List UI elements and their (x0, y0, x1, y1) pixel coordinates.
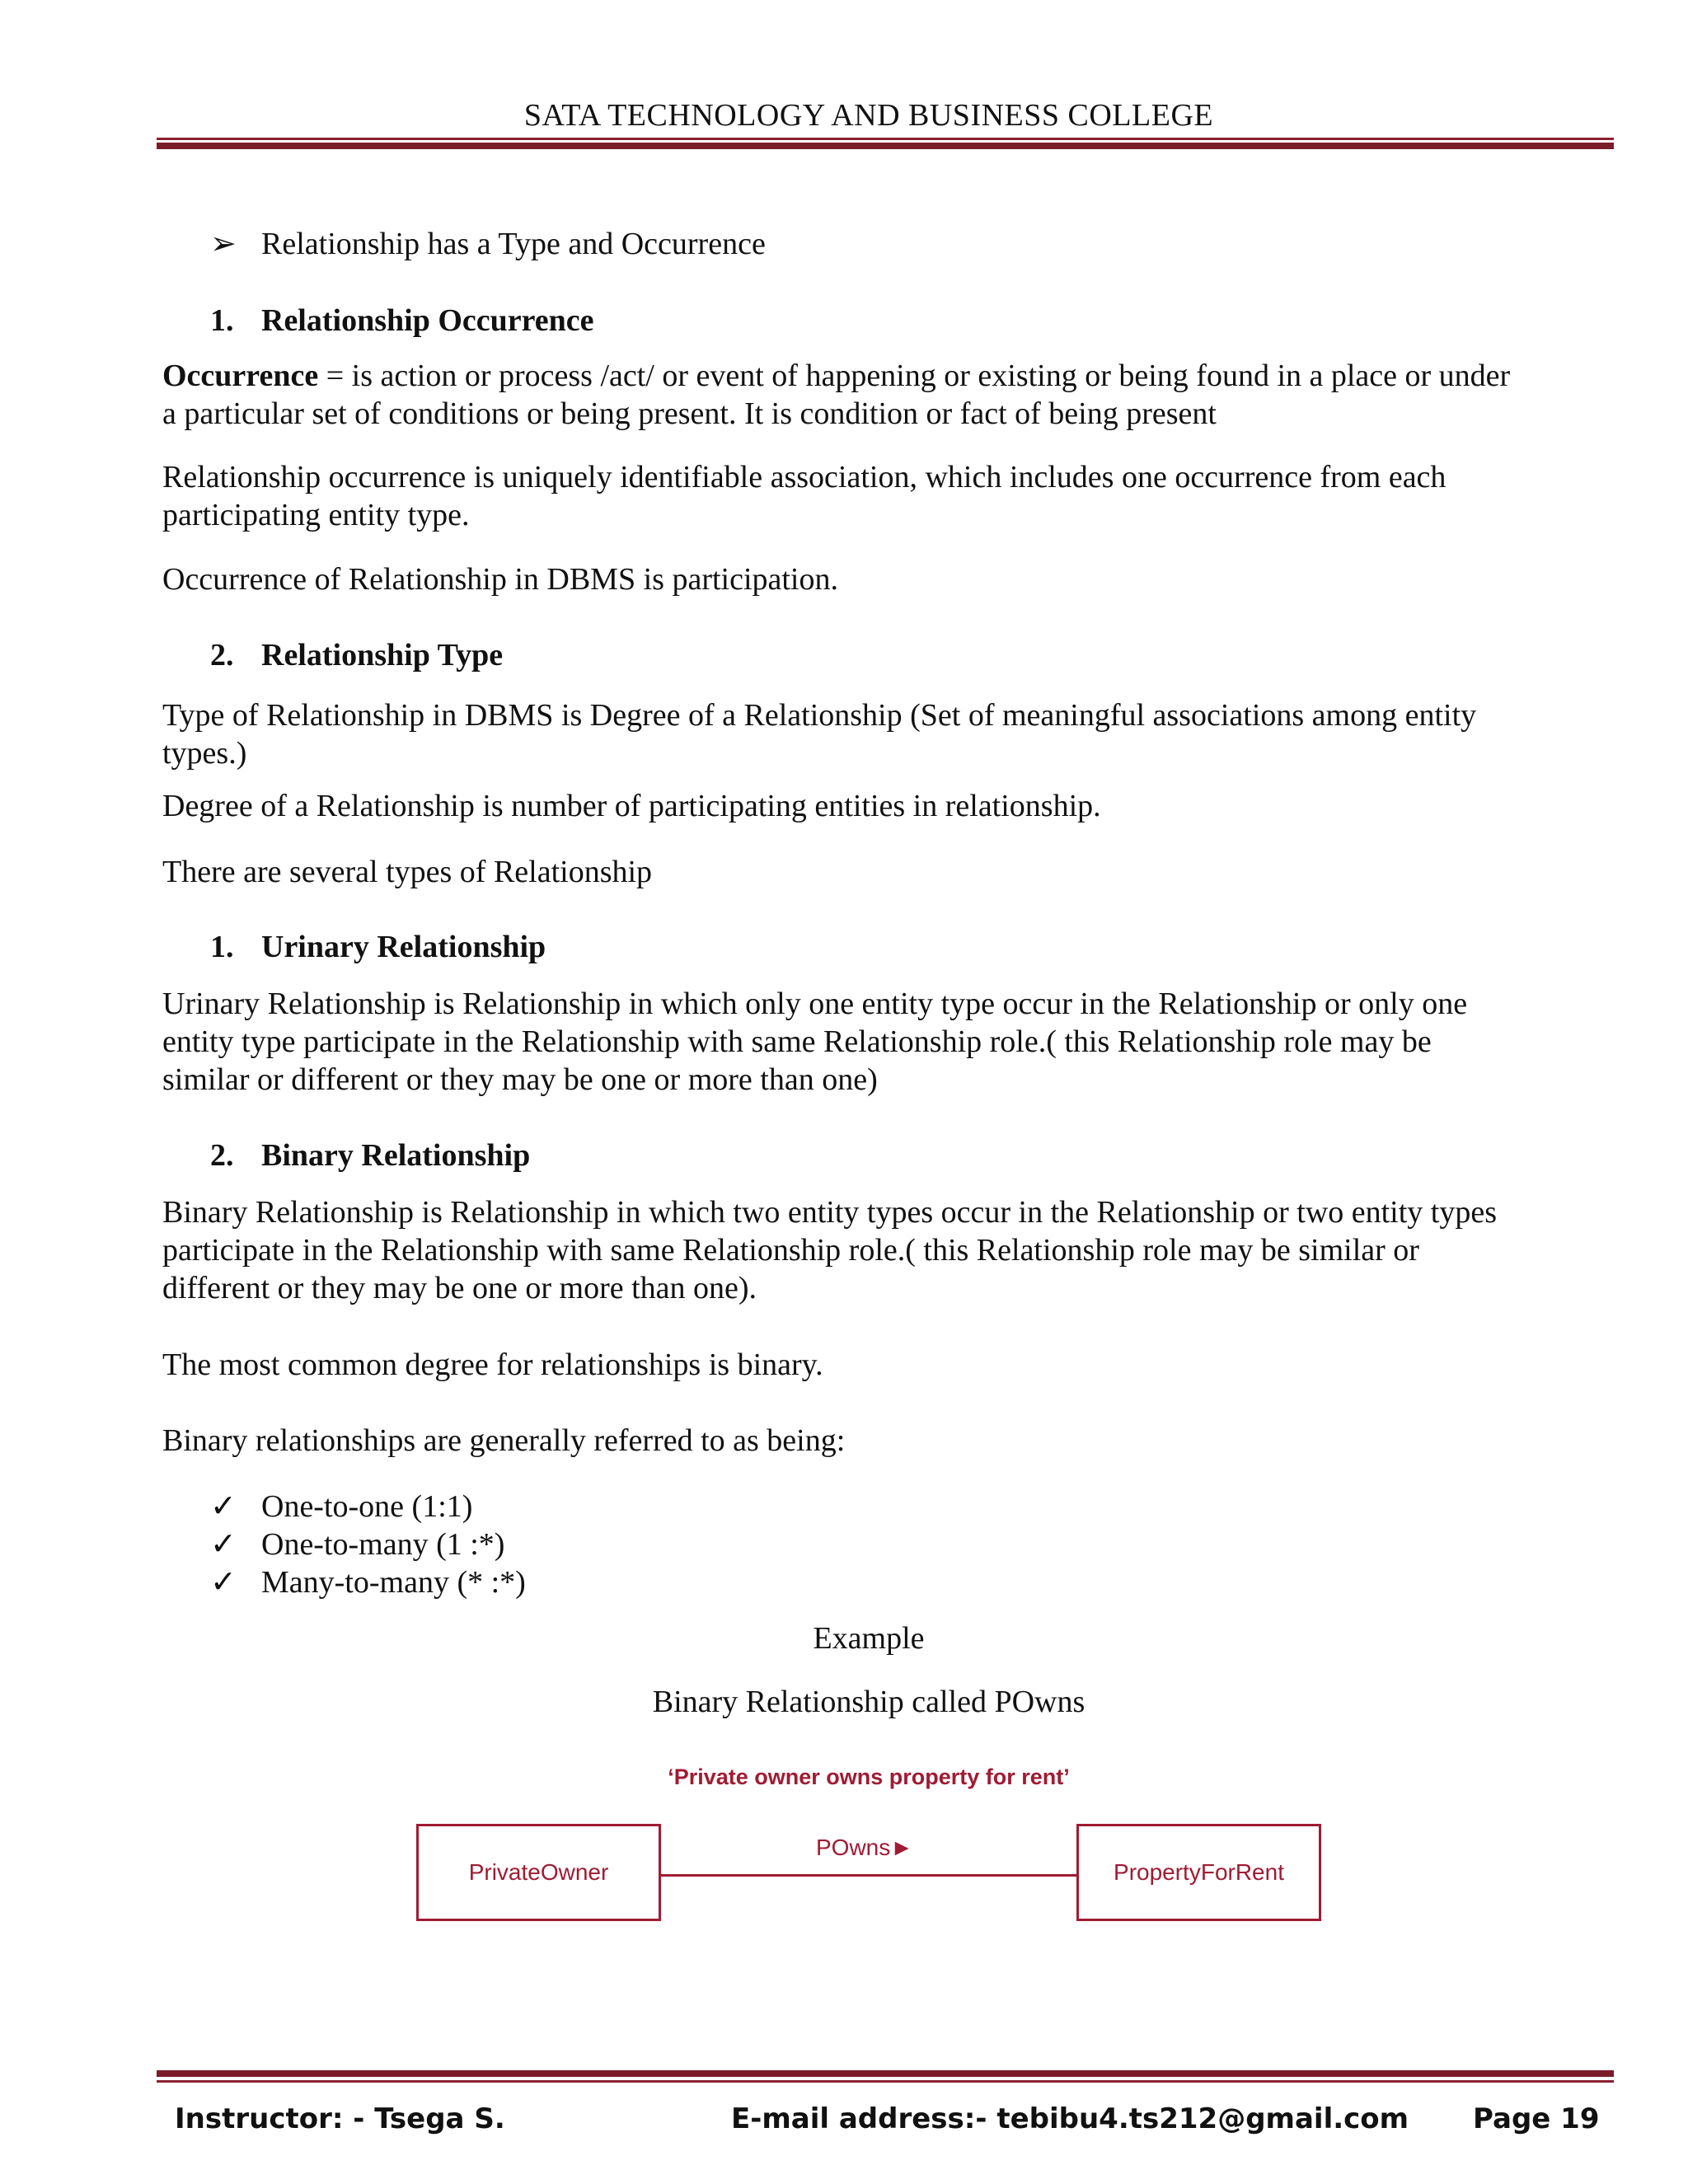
header-rule-thick (157, 143, 1614, 149)
occurrence-para-line2: participating entity type. (162, 498, 470, 532)
occurrence-term: Occurrence (162, 359, 319, 393)
relationship-line (661, 1874, 1076, 1877)
degree-paragraph: Degree of a Relationship is number of participating entities in relationship. (162, 789, 1101, 823)
diagram-caption: ‘Private owner owns property for rent’ (668, 1765, 1070, 1789)
relationship-label: POwns► (816, 1835, 913, 1860)
participation-paragraph: Occurrence of Relationship in DBMS is participation. (162, 562, 838, 597)
type-paragraph (162, 696, 1605, 772)
footer-instructor: Instructor: - Tsega S. (175, 2102, 505, 2135)
occurrence-definition (162, 357, 1605, 433)
intro-bullet-text: Relationship has a Type and Occurrence (261, 227, 766, 261)
binary-line3: different or they may be one or more than one). (162, 1271, 757, 1305)
common-degree-paragraph: The most common degree for relationships is binary. (162, 1347, 823, 1382)
binary-number: 2. (210, 1138, 234, 1173)
section1-number: 1. (210, 303, 234, 338)
entity-property-for-rent (1076, 1824, 1321, 1921)
section2-number: 2. (210, 638, 234, 673)
binary-line1: Binary Relationship is Relationship in which two entity types occur in the Relationship or two entity types (162, 1195, 1498, 1230)
referred-paragraph: Binary relationships are generally referred to as being: (162, 1423, 846, 1458)
urinary-line1: Urinary Relationship is Relationship in which only one entity type occur in the Relationship or only one (162, 987, 1468, 1021)
footer-rule-thin (157, 2080, 1614, 2083)
entity-private-owner-label: PrivateOwner (468, 1859, 609, 1885)
occurrence-def-line2: a particular set of conditions or being present. It is condition or fact of being present (162, 396, 1217, 431)
section2-heading (210, 636, 503, 674)
urinary-title: Urinary Relationship (261, 930, 546, 964)
list-item: ✓ Many-to-many (* :*) (210, 1565, 526, 1600)
occurrence-def-line1: = is action or process /act/ or event of happening or existing or being found in a place or under (318, 359, 1511, 393)
binary-paragraph (162, 1193, 1605, 1307)
arrow-bullet-icon: ➢ (210, 227, 237, 261)
entity-private-owner (416, 1824, 661, 1921)
intro-bullet (210, 225, 1653, 263)
list-item: ✓ One-to-many (1 :*) (210, 1527, 505, 1562)
checkmark-icon: ✓ (210, 1565, 237, 1600)
header-rule-thin (157, 138, 1614, 140)
binary-types-list (210, 1488, 1653, 1601)
section1-heading (210, 302, 594, 340)
checkmark-icon: ✓ (210, 1489, 237, 1524)
list-item: ✓ One-to-one (1:1) (210, 1489, 473, 1524)
entity-property-for-rent-label: PropertyForRent (1114, 1859, 1284, 1885)
section1-title: Relationship Occurrence (261, 303, 594, 338)
binary-line2: participate in the Relationship with same Relationship role.( this Relationship role may be similar or (162, 1233, 1419, 1268)
urinary-heading (210, 928, 546, 966)
type-para-line1: Type of Relationship in DBMS is Degree of a Relationship (Set of meaningful associations among entity (162, 698, 1477, 733)
binary-title: Binary Relationship (261, 1138, 531, 1173)
footer-email: E-mail address:- tebibu4.ts212@gmail.com (731, 2102, 1409, 2135)
urinary-line2: entity type participate in the Relationship with same Relationship role.( this Relationship role may be (162, 1024, 1432, 1059)
example-caption: Binary Relationship called POwns (652, 1685, 1085, 1719)
occurrence-paragraph (162, 458, 1605, 534)
example-label: Example (813, 1621, 925, 1656)
urinary-number: 1. (210, 930, 234, 964)
footer-page-number: Page 19 (1473, 2102, 1600, 2135)
several-types-paragraph: There are several types of Relationship (162, 855, 653, 889)
binary-heading (210, 1137, 530, 1174)
header-title: SATA TECHNOLOGY AND BUSINESS COLLEGE (523, 98, 1214, 133)
urinary-paragraph (162, 985, 1605, 1099)
urinary-line3: similar or different or they may be one or more than one) (162, 1062, 878, 1097)
occurrence-para-line1: Relationship occurrence is uniquely identifiable association, which includes one occurrence from each (162, 460, 1447, 494)
section2-title: Relationship Type (261, 638, 504, 673)
footer-rule-thick (157, 2070, 1614, 2077)
checkmark-icon: ✓ (210, 1527, 237, 1562)
type-para-line2: types.) (162, 736, 247, 771)
